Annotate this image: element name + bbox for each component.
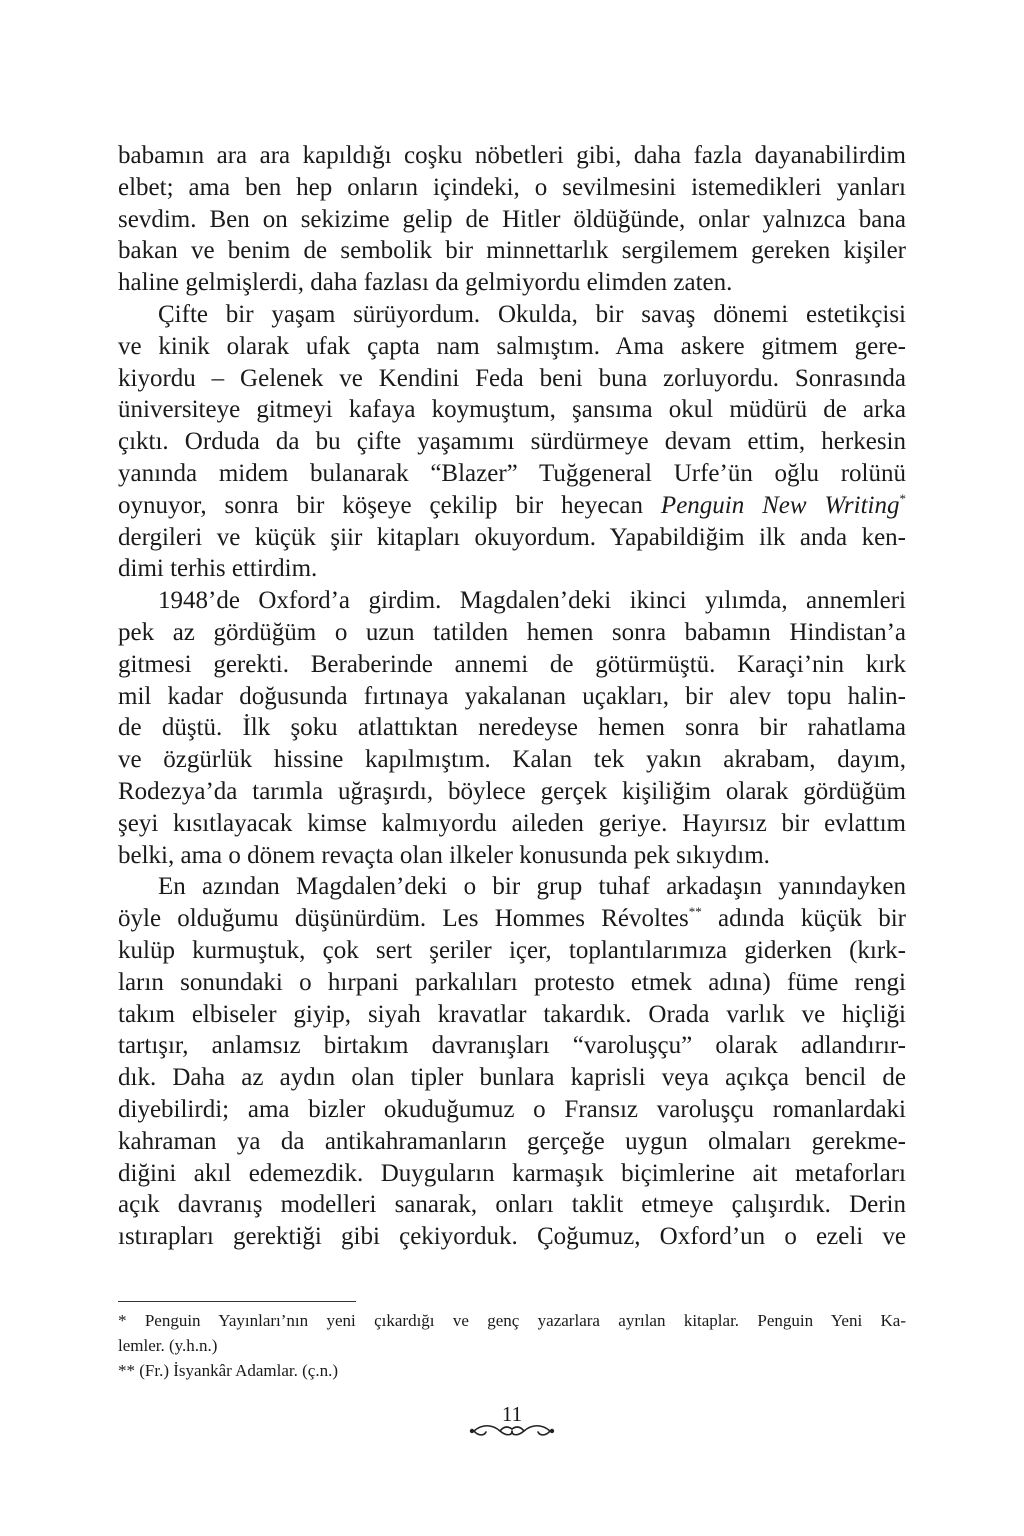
text-line: sevdim. Ben on sekizime gelip de Hitler öldüğünde, onlar yalnızca bana [118, 205, 906, 233]
text-line: dık. Daha az aydın olan tipler bunlara kaprisli veya açıkça bencil de [118, 1064, 906, 1092]
line-text: öyle olduğumu düşünürdüm. Les Hommes Révoltes [118, 905, 689, 933]
text-line: haline gelmişlerdi, daha fazlası da gelmiyordu elimden zaten. [118, 269, 733, 297]
text-line: açık davranış modelleri sanarak, onları taklit etmeye çalışırdık. Derin [118, 1191, 906, 1219]
text-line: elbet; ama ben hep onların içindeki, o sevilmesini istemedikleri yanları [118, 173, 906, 201]
text-line: pek az gördüğüm o uzun tatilden hemen sonra babamın Hindistan’a [118, 618, 906, 646]
text-line: Rodezya’da tarımla uğraşırdı, böylece gerçek kişiliğim olarak gördüğüm [118, 777, 906, 805]
text-line: ve kinik olarak ufak çapta nam salmıştım. Ama askere gitmem gere- [118, 332, 906, 360]
text-line: üniversiteye gitmeyi kafaya koymuştum, şansıma okul müdürü de arka [118, 396, 906, 424]
page-number: 11 [501, 1402, 523, 1426]
text-line [118, 490, 906, 522]
footnote-mark: * [899, 490, 906, 506]
text-line: dergileri ve küçük şiir kitapları okuyordum. Yapabildiğim ilk anda ken- [118, 523, 906, 551]
text-line: Çifte bir yaşam sürüyordum. Okulda, bir savaş dönemi estetikçisi [158, 300, 906, 328]
text-line: gitmesi gerekti. Beraberinde annemi de götürmüştü. Karaçi’nin kırk [118, 650, 906, 678]
text-line: takım elbiseler giyip, siyah kravatlar takardık. Orada varlık ve hiçliği [118, 1000, 906, 1028]
italic-title: Penguin New Writing [660, 491, 900, 519]
text-line: mil kadar doğusunda fırtınaya yakalanan uçakları, bir alev topu halin- [118, 682, 906, 710]
text-line: şeyi kısıtlayacak kimse kalmıyordu aileden geriye. Hayırsız bir evlattım [118, 809, 906, 837]
line-text: adında küçük bir [718, 905, 906, 933]
footnote-mark: ** [688, 904, 702, 920]
text-line: ların sonundaki o hırpani parkalıları protesto etmek adına) füme rengi [118, 968, 906, 996]
text-line: tartışır, anlamsız birtakım davranışları “varoluşçu” olarak adlandırır- [118, 1032, 906, 1060]
line-text: oynuyor, sonra bir köşeye çekilip bir heyecan [118, 491, 644, 519]
text-line: diğini akıl edemezdik. Duyguların karmaşık biçimlerine ait metaforları [118, 1159, 906, 1187]
text-line: 1948’de Oxford’a girdim. Magdalen’deki ikinci yılımda, annemleri [158, 587, 906, 615]
text-line [118, 903, 906, 935]
text-line: ıstırapları gerektiği gibi çekiyorduk. Çoğumuz, Oxford’un o ezeli ve [118, 1223, 906, 1251]
text-line: babamın ara ara kapıldığı coşku nöbetleri gibi, daha fazla dayanabilirdim [118, 142, 906, 169]
text-line: belki, ama o dönem revaçta olan ilkeler konusunda pek sıkıydım. [118, 841, 770, 869]
text-line: de düştü. İlk şoku atlattıktan neredeyse hemen sonra bir rahatlama [118, 714, 906, 742]
text-line: çıktı. Orduda da bu çifte yaşamımı sürdürmeye devam ettim, herkesin [118, 428, 906, 456]
text-line: kahraman ya da antikahramanların gerçeğe uygun olmaları gerekme- [118, 1127, 906, 1155]
text-line: ve özgürlük hissine kapılmıştım. Kalan tek yakın akrabam, dayım, [118, 746, 906, 774]
body-text [118, 140, 906, 1253]
text-line: En azından Magdalen’deki o bir grup tuhaf arkadaşın yanındayken [158, 873, 906, 901]
text-line: kiyordu – Gelenek ve Kendini Feda beni buna zorluyordu. Sonrasında [118, 364, 906, 392]
text-line: kulüp kurmuştuk, çok sert şeriler içer, toplantılarımıza giderken (kırk- [118, 936, 906, 964]
footnotes [118, 1308, 906, 1383]
text-line: dimi terhis ettirdim. [118, 555, 318, 583]
footnote-line: * Penguin Yayınları’nın yeni çıkardığı ve genç yazarlara ayrılan kitaplar. Penguin Yeni Ka- [118, 1311, 906, 1330]
flourish-ornament-icon [462, 1420, 562, 1442]
text-line: yanında midem bulanarak “Blazer” Tuğgeneral Urfe’ün oğlu rolünü [118, 459, 906, 487]
footnote-line: lemler. (y.h.n.) [118, 1336, 218, 1355]
text-line: diyebilirdi; ama bizler okuduğumuz o Fransız varoluşçu romanlardaki [118, 1095, 906, 1123]
footnote-line: ** (Fr.) İsyankâr Adamlar. (ç.n.) [118, 1361, 338, 1380]
text-line: bakan ve benim de sembolik bir minnettarlık sergilemem gereken kişiler [118, 237, 906, 265]
footnote-rule [118, 1301, 356, 1302]
